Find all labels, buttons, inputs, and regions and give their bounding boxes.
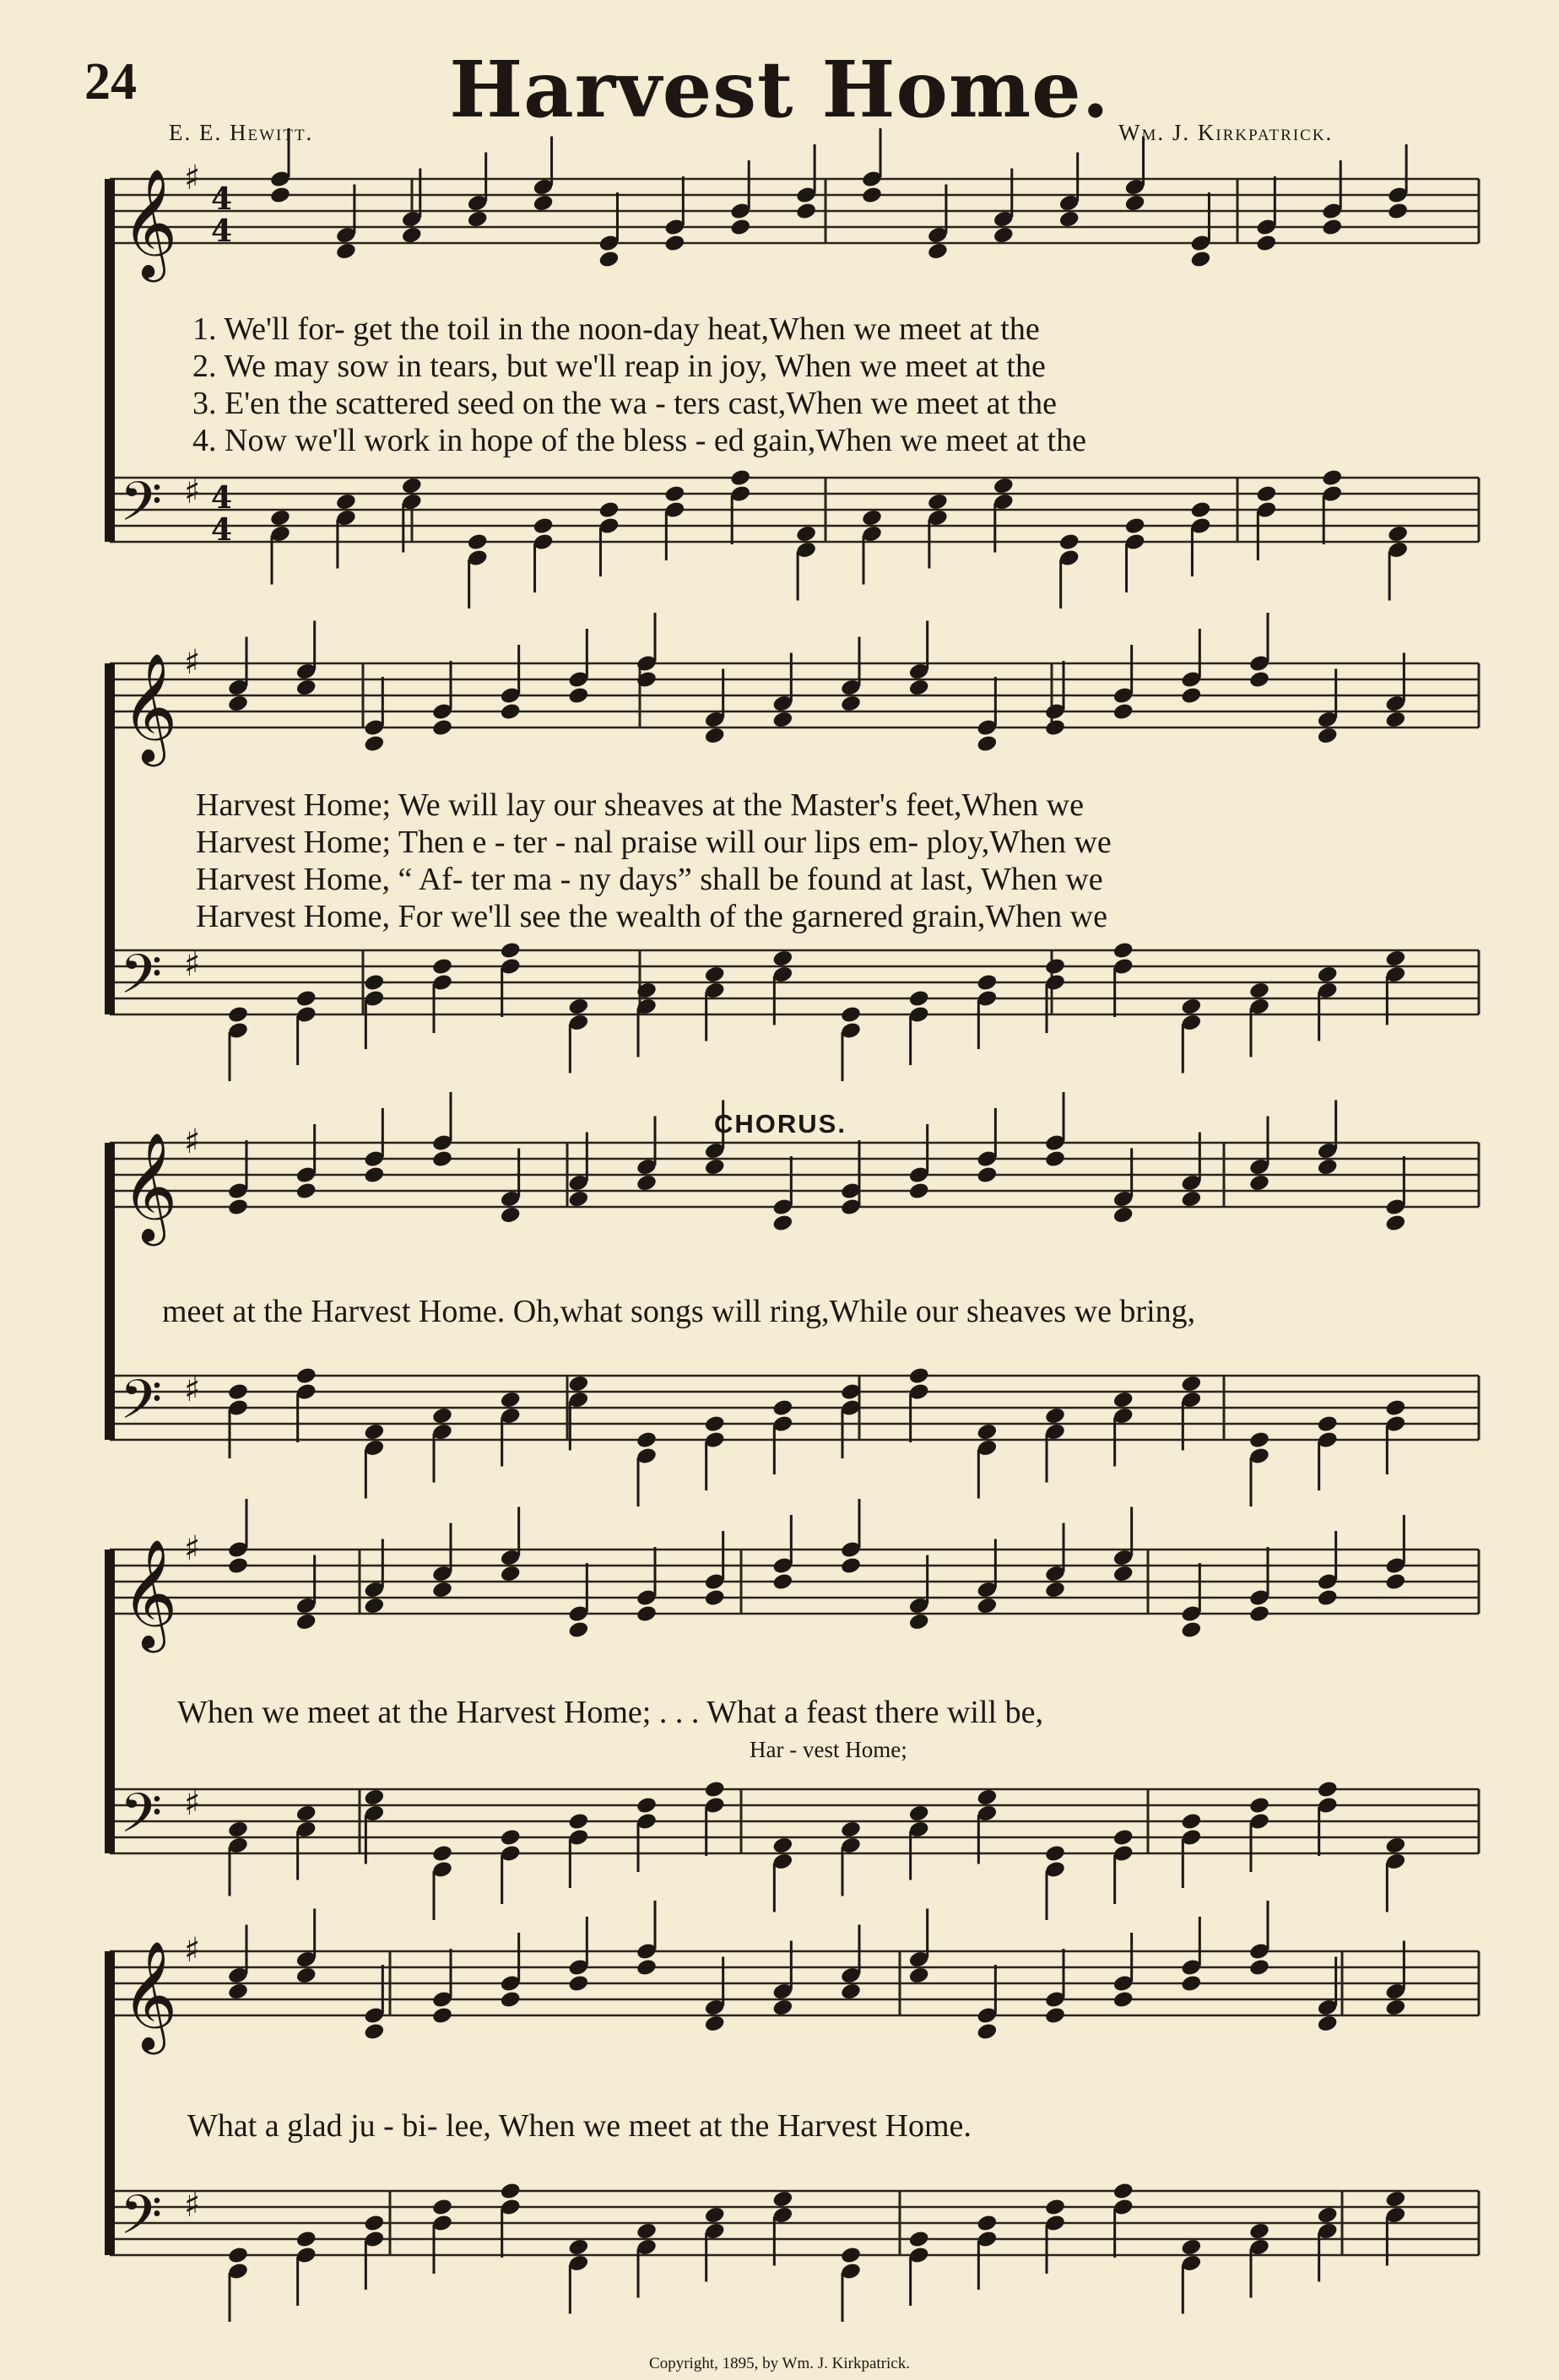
note-head: [1112, 2182, 1134, 2201]
key-signature-sharp: ♯: [184, 642, 201, 682]
note-head: [1058, 209, 1080, 229]
note-head: [567, 1974, 589, 1993]
note-head: [976, 734, 998, 754]
chorus-line-1: meet at the Harvest Home. Oh,what songs will ring,While our sheaves we bring,: [162, 1294, 1196, 1329]
note-head: [295, 678, 317, 697]
note-head: [1255, 484, 1277, 504]
note-head: [1180, 1374, 1202, 1393]
note-head: [1180, 2237, 1202, 2257]
verse-2-line-2: Harvest Home; Then e - ter - nal praise will our lips em- ploy,When we: [196, 825, 1112, 860]
note-head: [431, 957, 453, 976]
key-signature-sharp: ♯: [184, 944, 201, 984]
note-head: [704, 1414, 726, 1434]
note-head: [636, 1604, 658, 1624]
key-signature-sharp: ♯: [184, 2185, 201, 2225]
note-head: [1112, 941, 1134, 960]
note-head: [227, 1982, 249, 2001]
note-head: [1387, 202, 1409, 221]
note-head: [1317, 1157, 1339, 1176]
note-head: [363, 1788, 385, 1807]
note-head: [1384, 1836, 1406, 1855]
chorus-line-2: When we meet at the Harvest Home; . . . What a feast there will be,: [177, 1695, 1043, 1730]
note-head: [771, 1398, 793, 1418]
key-signature-sharp: ♯: [184, 1370, 201, 1409]
time-signature-bottom: 4: [211, 214, 233, 249]
bass-clef: 𝄢: [120, 2184, 163, 2260]
note-head: [1180, 1812, 1202, 1831]
note-head: [840, 2246, 862, 2265]
note-head: [908, 989, 930, 1009]
note-head: [861, 508, 883, 527]
note-head: [771, 1214, 793, 1233]
note-head: [908, 1966, 930, 1985]
time-signature-top: 4: [211, 480, 233, 516]
chorus-line-3: What a glad ju - bi- lee, When we meet at the Harvest Home.: [187, 2108, 972, 2144]
bass-clef: 𝄢: [120, 1369, 163, 1445]
note-head: [993, 225, 1015, 245]
note-head: [431, 2198, 453, 2217]
note-head: [401, 225, 423, 245]
note-head: [704, 1588, 726, 1608]
note-head: [567, 997, 589, 1016]
note-head: [431, 1149, 453, 1169]
note-head: [663, 234, 685, 253]
note-head: [976, 1422, 998, 1442]
note-head: [1317, 965, 1339, 984]
note-head: [335, 492, 357, 511]
note-head: [1112, 1564, 1134, 1583]
key-signature-sharp: ♯: [184, 1122, 201, 1161]
bass-clef: 𝄢: [120, 471, 163, 547]
note-head: [1384, 1572, 1406, 1592]
note-head: [840, 1556, 862, 1576]
note-head: [295, 1366, 317, 1386]
note-head: [500, 702, 522, 722]
note-head: [908, 2230, 930, 2249]
note-head: [1058, 533, 1080, 552]
note-head: [729, 468, 751, 488]
note-head: [431, 2006, 453, 2026]
chorus-label: CHORUS.: [714, 1109, 847, 1139]
note-head: [269, 186, 291, 205]
note-head: [567, 686, 589, 706]
note-head: [295, 989, 317, 1009]
verse-3-line-2: Harvest Home, “ Af- ter ma - ny days” shall be found at last, When we: [196, 862, 1103, 897]
note-head: [1044, 957, 1066, 976]
note-head: [1321, 218, 1343, 237]
note-head: [227, 1820, 249, 1839]
note-head: [1255, 234, 1277, 253]
note-head: [431, 1580, 453, 1599]
verse-4-line-1: 4. Now we'll work in hope of the bless - ed gain,When we meet at the: [192, 423, 1086, 458]
note-head: [1248, 1604, 1270, 1624]
note-head: [704, 2014, 726, 2033]
note-head: [976, 2214, 998, 2233]
note-head: [1384, 2189, 1406, 2209]
note-head: [1112, 1990, 1134, 2009]
note-head: [861, 186, 883, 205]
note-head: [1112, 1205, 1134, 1225]
note-head: [1112, 702, 1134, 722]
note-head: [908, 1366, 930, 1386]
treble-clef: 𝄞: [122, 1940, 178, 2050]
note-head: [795, 202, 817, 221]
note-head: [1248, 1958, 1270, 1977]
treble-clef: 𝄞: [122, 1539, 178, 1648]
note-head: [1180, 686, 1202, 706]
verse-3-line-1: 3. E'en the scattered seed on the wa - ters cast,When we meet at the: [192, 386, 1057, 421]
note-head: [1189, 250, 1211, 269]
note-head: [1044, 1149, 1066, 1169]
time-signature-top: 4: [211, 181, 233, 217]
note-head: [840, 694, 862, 713]
note-head: [1317, 1588, 1339, 1608]
note-head: [1384, 1214, 1406, 1233]
note-head: [269, 508, 291, 527]
note-head: [771, 1572, 793, 1592]
key-signature-sharp: ♯: [184, 1783, 201, 1823]
note-head: [1248, 1431, 1270, 1450]
note-head: [295, 2230, 317, 2249]
note-head: [636, 1431, 658, 1450]
note-head: [500, 2182, 522, 2201]
note-head: [976, 2022, 998, 2042]
note-head: [363, 734, 385, 754]
note-head: [927, 241, 949, 261]
note-head: [908, 678, 930, 697]
note-head: [636, 1958, 658, 1977]
note-head: [771, 710, 793, 729]
note-head: [431, 718, 453, 738]
verse-4-line-2: Harvest Home, For we'll see the wealth of the garnered grain,When we: [196, 899, 1107, 934]
note-head: [227, 1556, 249, 1576]
note-head: [1044, 1844, 1066, 1863]
note-head: [567, 1374, 589, 1393]
note-head: [1044, 718, 1066, 738]
note-head: [704, 965, 726, 984]
note-head: [795, 524, 817, 544]
note-head: [1248, 670, 1270, 690]
note-head: [227, 2246, 249, 2265]
composer-credit: Wm. J. Kirkpatrick.: [1118, 120, 1334, 145]
note-head: [1317, 2205, 1339, 2225]
note-head: [1248, 981, 1270, 1000]
note-head: [908, 1612, 930, 1631]
note-head: [704, 1780, 726, 1799]
note-head: [1044, 2006, 1066, 2026]
note-head: [771, 2189, 793, 2209]
note-head: [500, 1828, 522, 1847]
note-head: [771, 1998, 793, 2017]
note-head: [227, 1005, 249, 1025]
note-head: [704, 2205, 726, 2225]
bass-clef: 𝄢: [120, 944, 163, 1020]
note-head: [1180, 1620, 1202, 1640]
note-head: [927, 492, 949, 511]
copyright-notice: Copyright, 1895, by Wm. J. Kirkpatrick.: [649, 2355, 910, 2372]
note-head: [431, 1844, 453, 1863]
note-head: [467, 533, 489, 552]
note-head: [598, 500, 620, 520]
note-head: [1248, 2221, 1270, 2241]
note-head: [1384, 1398, 1406, 1418]
note-head: [1180, 1189, 1202, 1209]
note-head: [1044, 1580, 1066, 1599]
note-head: [500, 1390, 522, 1409]
note-head: [1044, 1406, 1066, 1425]
note-head: [567, 1620, 589, 1640]
hymn-title: Harvest Home.: [449, 44, 1110, 135]
note-head: [295, 1804, 317, 1823]
note-head: [771, 949, 793, 968]
note-head: [729, 218, 751, 237]
treble-clef: 𝄞: [122, 652, 178, 762]
note-head: [295, 1966, 317, 1985]
note-head: [908, 1182, 930, 1201]
note-head: [908, 1804, 930, 1823]
note-head: [1317, 1414, 1339, 1434]
note-head: [500, 941, 522, 960]
note-head: [227, 694, 249, 713]
note-head: [1248, 1173, 1270, 1193]
note-head: [227, 1382, 249, 1402]
key-signature-sharp: ♯: [184, 1528, 201, 1568]
note-head: [363, 1422, 385, 1442]
note-head: [532, 193, 554, 213]
note-head: [840, 1005, 862, 1025]
note-head: [976, 1788, 998, 1807]
note-head: [335, 241, 357, 261]
note-head: [1248, 1796, 1270, 1815]
note-head: [401, 476, 423, 495]
note-head: [567, 2237, 589, 2257]
note-head: [636, 2221, 658, 2241]
note-head: [976, 973, 998, 993]
note-head: [771, 1836, 793, 1855]
note-head: [840, 1982, 862, 2001]
chorus-bass-lyric: Har - vest Home;: [750, 1737, 907, 1762]
note-head: [1123, 193, 1145, 213]
note-head: [500, 1564, 522, 1583]
note-head: [993, 476, 1015, 495]
note-head: [363, 973, 385, 993]
note-head: [1123, 517, 1145, 536]
note-head: [636, 1796, 658, 1815]
key-signature-sharp: ♯: [184, 158, 201, 197]
note-head: [1180, 1974, 1202, 1993]
note-head: [1384, 710, 1406, 729]
note-head: [1112, 1828, 1134, 1847]
note-head: [1112, 1390, 1134, 1409]
note-head: [1321, 468, 1343, 488]
note-head: [598, 250, 620, 269]
note-head: [500, 1205, 522, 1225]
note-head: [976, 1166, 998, 1185]
key-signature-sharp: ♯: [184, 472, 201, 511]
note-head: [500, 1990, 522, 2009]
note-head: [976, 1596, 998, 1615]
page-number: 24: [84, 53, 137, 111]
key-signature-sharp: ♯: [184, 1930, 201, 1970]
note-head: [295, 1182, 317, 1201]
note-head: [1044, 2198, 1066, 2217]
bass-clef: 𝄢: [120, 1782, 163, 1858]
note-head: [1180, 997, 1202, 1016]
note-head: [431, 1406, 453, 1425]
note-head: [1189, 500, 1211, 520]
note-head: [363, 2214, 385, 2233]
note-head: [636, 1173, 658, 1193]
note-head: [532, 517, 554, 536]
note-head: [295, 1612, 317, 1631]
verse-1-line-2: Harvest Home; We will lay our sheaves at the Master's feet,When we: [196, 787, 1084, 823]
note-head: [840, 1820, 862, 1839]
lyricist-credit: E. E. Hewitt.: [169, 120, 314, 145]
treble-clef: 𝄞: [122, 168, 178, 278]
note-head: [1317, 726, 1339, 745]
note-head: [467, 209, 489, 229]
note-head: [363, 1166, 385, 1185]
note-head: [227, 1198, 249, 1217]
note-head: [704, 1157, 726, 1176]
verse-1-line-1: 1. We'll for- get the toil in the noon-day heat,When we meet at the: [192, 311, 1040, 347]
note-head: [567, 1189, 589, 1209]
note-head: [1387, 524, 1409, 544]
note-head: [1317, 1780, 1339, 1799]
note-head: [704, 726, 726, 745]
note-head: [567, 1812, 589, 1831]
note-head: [1384, 949, 1406, 968]
note-head: [663, 484, 685, 504]
note-head: [1384, 1998, 1406, 2017]
note-head: [363, 1596, 385, 1615]
note-head: [363, 2022, 385, 2042]
verse-2-line-1: 2. We may sow in tears, but we'll reap in joy, When we meet at the: [192, 349, 1046, 384]
note-head: [1317, 2014, 1339, 2033]
treble-clef: 𝄞: [122, 1132, 178, 1241]
time-signature-bottom: 4: [211, 512, 233, 548]
